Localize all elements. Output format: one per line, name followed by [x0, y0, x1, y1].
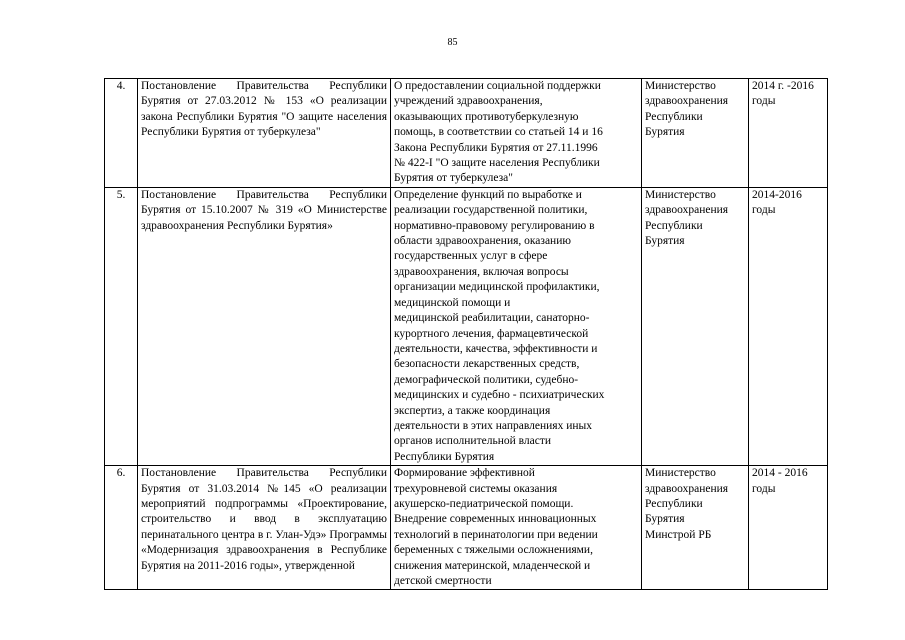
description-line: Бурятия от туберкулеза" — [394, 172, 513, 185]
description-cell — [391, 187, 642, 465]
executor-line: Республики — [645, 219, 703, 232]
description-line: помощь, в соответствии со статьей 14 и 16 — [394, 126, 603, 139]
description-line: медицинской реабилитации, санаторно- — [394, 312, 590, 325]
description-cell — [391, 466, 642, 590]
description-line: медицинской помощи и — [394, 296, 511, 309]
description-line: детской смертности — [394, 575, 492, 587]
description-line: № 422-I "О защите населения Республики — [394, 157, 600, 170]
description-line: оказывающих противотуберкулезную — [394, 110, 579, 123]
page-number: 85 — [447, 37, 458, 48]
description-line: реализации государственной политики, — [394, 204, 588, 217]
executor-line: Министерство — [645, 80, 716, 92]
description-line: Определение функций по выработке и — [394, 188, 582, 201]
table-row — [105, 466, 828, 590]
description-line: курортного лечения, фармацевтической — [394, 327, 589, 340]
executor-line: здравоохранения — [645, 204, 729, 217]
description-line: безопасности лекарственных средств, — [394, 358, 580, 371]
executor-line: Бурятия — [645, 126, 685, 139]
executor-line: Министерство — [645, 188, 716, 201]
legal-act-cell: Постановление Правительства Республики Бурятия от 31.03.2014 №145 «О реализации мероприятий подпрограммы «Проектирование, строительство и ввод в эксплуатацию перинатального центра в г. Улан-Удэ» Программы «Модернизация здравоохранения в Республике Бурятия на 2011-2016 годы», утвержденной — [138, 466, 391, 590]
executor-line: Республики — [645, 497, 703, 510]
description-line: Закона Республики Бурятия от 27.11.1996 — [394, 141, 598, 154]
executor-line: Минстрой РБ — [645, 528, 712, 541]
executor-cell — [642, 79, 749, 188]
legal-act-cell: Постановление Правительства Республики Бурятия от 27.03.2012 № 153 «О реализации закона Республики Бурятия "О защите населения Республики Бурятия от туберкулеза" — [138, 79, 391, 188]
description-cell — [391, 79, 642, 188]
description-line: организации медицинской профилактики, — [394, 281, 600, 294]
row-number: 6. — [105, 466, 138, 590]
description-line: технологий в перинатологии при ведении — [394, 528, 598, 541]
description-line: демографической политики, судебно- — [394, 373, 579, 386]
description-line: экспертиз, а также координация — [394, 404, 551, 417]
description-line: беременных с тяжелыми осложнениями, — [394, 544, 593, 557]
description-line: трехуровневой системы оказания — [394, 482, 558, 495]
table-row — [105, 79, 828, 188]
executor-cell — [642, 466, 749, 590]
measures-table — [104, 78, 828, 590]
description-line: нормативно-правовому регулированию в — [394, 219, 595, 232]
description-line: акушерско-педиатрической помощи. — [394, 497, 574, 510]
executor-line: Бурятия — [645, 513, 685, 526]
term-cell: 2014 г. -2016 годы — [749, 79, 828, 188]
term-cell: 2014-2016 годы — [749, 187, 828, 465]
legal-act-cell: Постановление Правительства Республики Бурятия от 15.10.2007 № 319 «О Министерстве здравоохранения Республики Бурятия» — [138, 187, 391, 465]
table-row — [105, 187, 828, 465]
description-line: деятельности, качества, эффективности и — [394, 342, 598, 355]
description-line: деятельности в этих направлениях иных — [394, 419, 592, 432]
executor-line: здравоохранения — [645, 95, 729, 108]
executor-cell — [642, 187, 749, 465]
row-number: 5. — [105, 187, 138, 465]
term-cell: 2014 - 2016 годы — [749, 466, 828, 590]
executor-line: здравоохранения — [645, 482, 729, 495]
description-line: снижения материнской, младенческой и — [394, 559, 591, 572]
description-line: О предоставлении социальной поддержки — [394, 80, 601, 92]
description-line: учреждений здравоохранения, — [394, 95, 543, 108]
description-line: области здравоохранения, оказанию — [394, 235, 571, 248]
description-line: Внедрение современных инновационных — [394, 513, 597, 526]
executor-line: Министерство — [645, 467, 716, 480]
executor-line: Бурятия — [645, 235, 685, 248]
description-line: медицинских и судебно - психиатрических — [394, 389, 605, 402]
description-line: государственных услуг в сфере — [394, 250, 548, 263]
description-line: здравоохранения, включая вопросы — [394, 265, 569, 278]
description-line: Формирование эффективной — [394, 467, 535, 480]
row-number: 4. — [105, 79, 138, 188]
description-line: Республики Бурятия — [394, 450, 495, 463]
executor-line: Республики — [645, 110, 703, 123]
description-line: органов исполнительной власти — [394, 435, 552, 448]
